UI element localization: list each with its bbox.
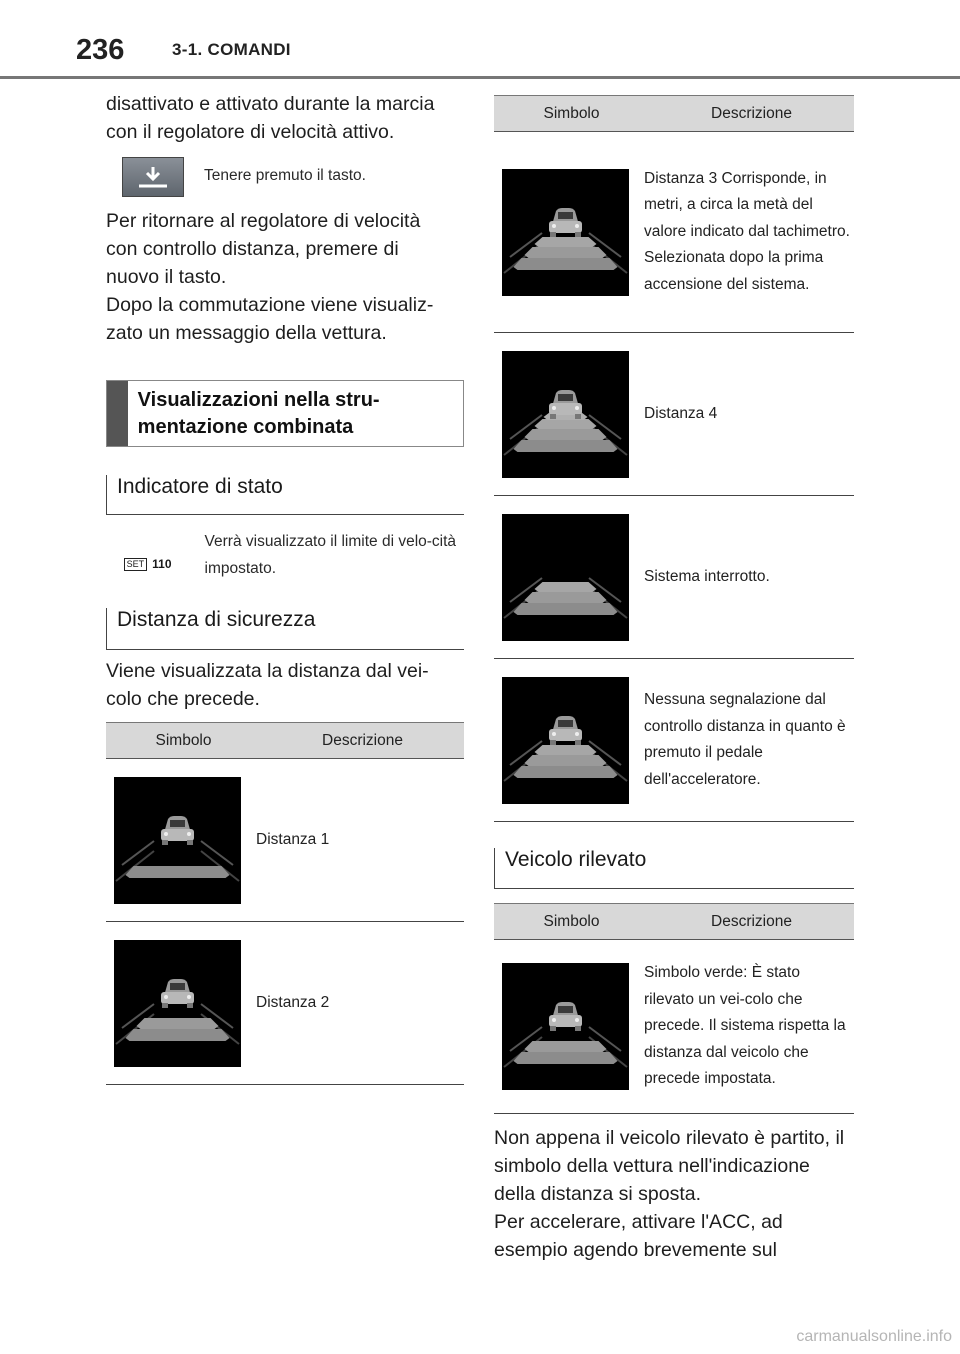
- closing-paragraph-1: Non appena il veicolo rilevato è partito, il simbolo della vettura nell'indicazione della distanza si sposta.: [494, 1127, 845, 1205]
- set-speed-icon: [122, 528, 172, 582]
- table-row: [494, 940, 854, 1114]
- car-icon: [161, 979, 194, 1008]
- table-header: [494, 95, 854, 132]
- detected-table: [494, 903, 854, 1114]
- watermark: carmanualsonline.info: [796, 1328, 952, 1345]
- set-badge: SET: [124, 558, 148, 571]
- column-description: Descrizione: [711, 104, 792, 122]
- distance-bar: [534, 582, 596, 592]
- distance-bar: [534, 745, 596, 755]
- distance-table-right: [494, 95, 854, 822]
- lane-edge: [201, 841, 233, 865]
- distance-scope-icon: [502, 677, 629, 804]
- table-row: [494, 496, 854, 659]
- column-symbol: Simbolo: [543, 104, 600, 122]
- car-icon: [549, 390, 582, 419]
- table-row: [494, 333, 854, 496]
- distance-bar: [524, 247, 606, 258]
- distance-bar: [524, 755, 606, 766]
- car-icon: [549, 716, 582, 745]
- message-paragraph: Dopo la commutazione viene visualiz-zato un messaggio della vettura.: [106, 294, 434, 344]
- set-indicator-text: Verrà visualizzato il limite di velo-cità impostato.: [204, 533, 457, 577]
- heading-bar: [107, 381, 128, 446]
- distance-scope-icon: [502, 169, 629, 296]
- distance-bar: [136, 1018, 218, 1029]
- row-description: Distanza 2: [256, 993, 330, 1011]
- header-divider: [0, 76, 960, 79]
- distance-paragraph: Viene visualizzata la distanza dal vei-colo che precede.: [106, 660, 429, 710]
- column-symbol: Simbolo: [543, 912, 600, 930]
- section-heading-text: Visualizzazioni nella stru-mentazione combinata: [137, 389, 380, 438]
- detected-scope-icon: [502, 963, 629, 1090]
- closing-paragraph-2: Per accelerare, attivare l'ACC, ad esempio agendo brevemente sul: [494, 1211, 783, 1261]
- set-indicator-row: [122, 528, 466, 582]
- column-symbol: Simbolo: [155, 731, 212, 749]
- section-heading: [106, 380, 464, 447]
- distance-table-left: [106, 722, 464, 1085]
- distance-bar: [125, 866, 229, 878]
- key-hint-row: [122, 157, 366, 197]
- acc-key-icon: [122, 157, 184, 197]
- return-paragraph: Per ritornare al regolatore di velocità con controllo distanza, premere di nuovo il tasto.: [106, 210, 421, 288]
- table-header: [494, 903, 854, 940]
- key-hint-text: Tenere premuto il tasto.: [204, 167, 366, 184]
- detected-heading: Veicolo rilevato: [494, 848, 854, 889]
- table-row: [494, 132, 854, 333]
- distance-bar: [524, 1041, 606, 1052]
- page-header: [0, 0, 960, 80]
- distance-bar: [125, 1029, 229, 1041]
- distance-heading: Distanza di sicurezza: [106, 608, 464, 650]
- set-speed-value: 110: [152, 557, 172, 571]
- distance-scope-icon: [114, 940, 241, 1067]
- distance-bar: [524, 592, 606, 603]
- page-number: 236: [76, 34, 125, 66]
- table-row: [494, 659, 854, 822]
- intro-paragraph: disattivato e attivato durante la marcia con il regolatore di velocità attivo.: [106, 93, 435, 143]
- distance-bar: [513, 766, 617, 778]
- row-description: Nessuna segnalazione dal controllo distanza in quanto è premuto il pedale dell'acceleratore.: [644, 691, 846, 788]
- distance-bar: [513, 1052, 617, 1064]
- table-header: [106, 722, 464, 759]
- distance-scope-icon: [502, 351, 629, 478]
- distance-bar: [513, 440, 617, 452]
- distance-scope-icon: [114, 777, 241, 904]
- table-row: [106, 922, 464, 1085]
- row-description: Distanza 3 Corrisponde, in metri, a circa la metà del valore indicato dal tachimetro. Selezionata dopo la prima accensione del sistema.: [644, 169, 850, 293]
- section-title: 3-1. COMANDI: [172, 40, 291, 59]
- table-row: [106, 759, 464, 922]
- distance-bar: [513, 603, 617, 615]
- car-icon: [161, 816, 194, 845]
- column-description: Descrizione: [322, 731, 403, 749]
- column-description: Descrizione: [711, 912, 792, 930]
- distance-bar: [524, 429, 606, 440]
- distance-bar: [534, 419, 596, 429]
- car-icon: [549, 1002, 582, 1031]
- status-heading: Indicatore di stato: [106, 475, 464, 515]
- distance-scope-icon: [502, 514, 629, 641]
- distance-bar: [513, 258, 617, 270]
- lane-edge: [122, 841, 154, 865]
- row-description: Simbolo verde: È stato rilevato un vei-colo che precede. Il sistema rispetta la distanza dal veicolo che precede impostata.: [644, 964, 846, 1088]
- car-icon: [549, 208, 582, 237]
- row-description: Distanza 1: [256, 830, 330, 848]
- row-description: Sistema interrotto.: [644, 567, 770, 585]
- row-description: Distanza 4: [644, 404, 718, 422]
- distance-bar: [534, 237, 596, 247]
